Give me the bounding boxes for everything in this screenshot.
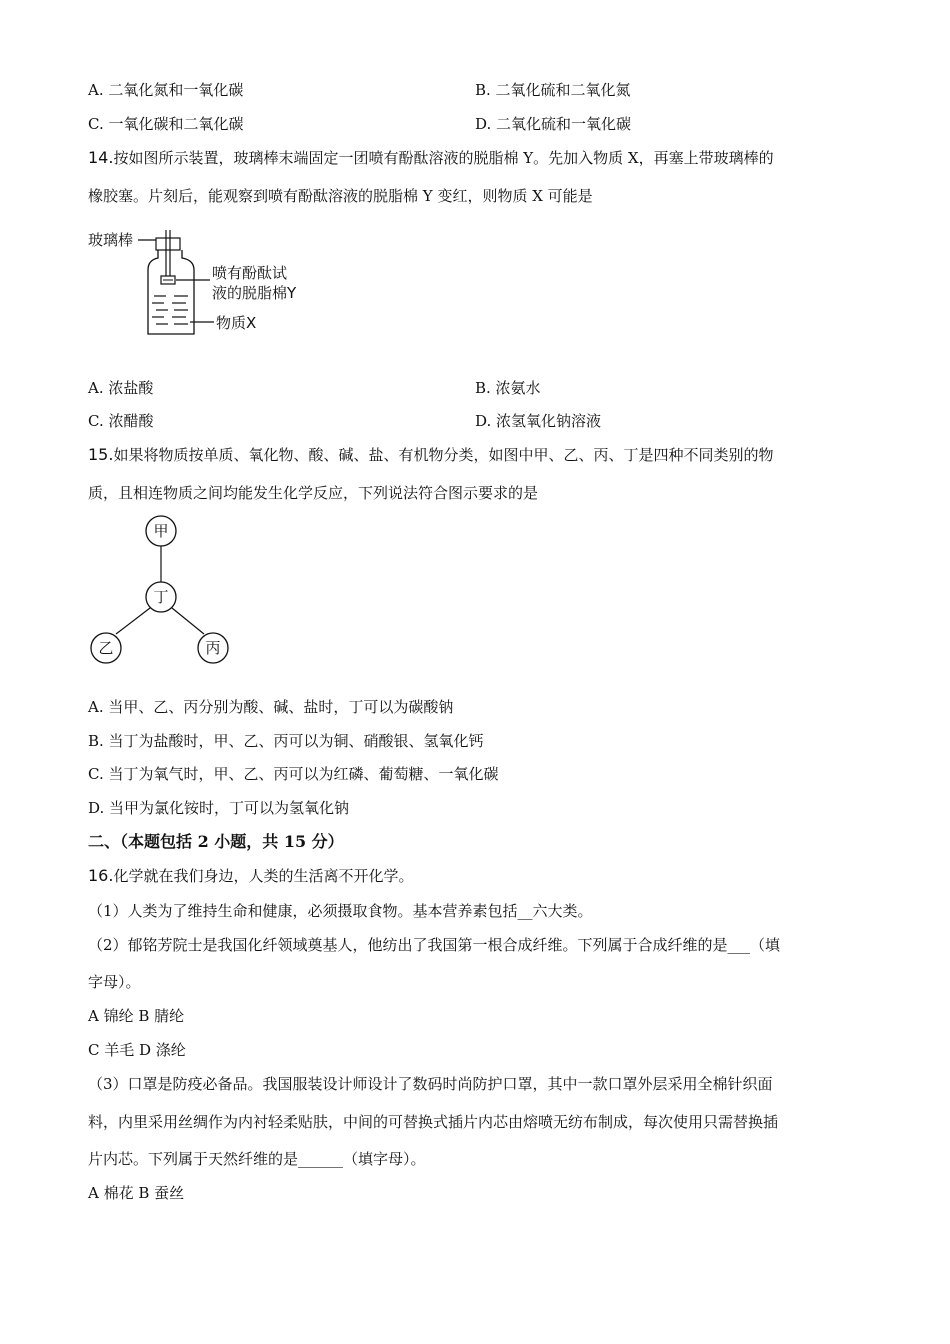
q15-label-center: 丁 [153, 588, 169, 606]
q16-part2-line2: 字母）。 [88, 973, 141, 991]
q14-option-b: B. 浓氨水 [475, 379, 541, 397]
q14-stem-line2: 橡胶塞。片刻后，能观察到喷有酚酞溶液的脱脂棉 Y 变红，则物质 X 可能是 [88, 187, 593, 205]
q14-option-d: D. 浓氢氧化钠溶液 [475, 412, 602, 430]
q15-stem-text-1: 如果将物质按单质、氧化物、酸、碱、盐、有机物分类，如图中甲、乙、丙、丁是四种不同类别的物 [113, 446, 774, 464]
q16-stem [88, 866, 413, 886]
q16-part3-line1: （3）口罩是防疫必备品。我国服装设计师设计了数码时尚防护口罩，其中一款口罩外层采用全棉针织面 [88, 1075, 773, 1093]
q13-option-d: D. 二氧化硫和一氧化碳 [475, 115, 632, 133]
q14-stem-text-1: 按如图所示装置，玻璃棒末端固定一团喷有酚酞溶液的脱脂棉 Y。先加入物质 X，再塞上带玻璃棒的 [113, 149, 774, 167]
q13-option-c: C. 一氧化碳和二氧化碳 [88, 115, 244, 133]
q14-bottle [148, 250, 194, 334]
q14-label-rod: 玻璃棒 [88, 231, 134, 249]
q14-option-c: C. 浓醋酸 [88, 412, 154, 430]
q16-number: 16. [88, 866, 114, 885]
q16-stem-text: 化学就在我们身边，人类的生活离不开化学。 [113, 867, 414, 885]
q14-option-a: A. 浓盐酸 [88, 379, 154, 397]
q15-option-a: A. 当甲、乙、丙分别为酸、碱、盐时，丁可以为碳酸钠 [88, 698, 454, 716]
section2-title: 二、（本题包括 2 小题，共 15 分） [88, 832, 344, 851]
q15-link-left [116, 608, 150, 634]
q15-label-top: 甲 [153, 522, 169, 540]
q14-stem-line1 [88, 148, 774, 168]
q16-part2-line1: （2）郁铭芳院士是我国化纤领域奠基人，他纺出了我国第一根合成纤维。下列属于合成纤维的是___（填 [88, 936, 781, 954]
q15-stem-line2: 质，且相连物质之间均能发生化学反应，下列说法符合图示要求的是 [88, 484, 539, 502]
q14-apparatus-figure [86, 226, 326, 344]
q15-option-d: D. 当甲为氯化铵时，丁可以为氢氧化钠 [88, 799, 350, 817]
q16-part2-options-1: A 锦纶 B 腈纶 [88, 1007, 185, 1025]
q15-relation-figure [86, 512, 236, 668]
q14-label-cotton-1: 喷有酚酞试 [212, 264, 288, 282]
q16-part1: （1）人类为了维持生命和健康，必须摄取食物。基本营养素包括__六大类。 [88, 902, 593, 920]
q13-option-a: A. 二氧化氮和一氧化碳 [88, 81, 244, 99]
q15-label-left: 乙 [98, 639, 114, 657]
q14-label-substance: 物质X [216, 314, 257, 332]
q13-option-b: B. 二氧化硫和二氧化氮 [475, 81, 631, 99]
q15-option-b: B. 当丁为盐酸时，甲、乙、丙可以为铜、硝酸银、氢氧化钙 [88, 732, 484, 750]
q15-label-right: 丙 [205, 639, 221, 657]
q14-liquid [152, 296, 188, 324]
q16-part3-line2: 料，内里采用丝绸作为内衬轻柔贴肤，中间的可替换式插片内芯由熔喷无纺布制成，每次使用只需替换插 [88, 1113, 779, 1131]
q15-stem-line1 [88, 445, 773, 465]
q15-option-c: C. 当丁为氧气时，甲、乙、丙可以为红磷、葡萄糖、一氧化碳 [88, 765, 499, 783]
q15-link-right [172, 608, 204, 634]
q16-part2-options-2: C 羊毛 D 涤纶 [88, 1041, 186, 1059]
q14-number: 14. [88, 148, 114, 167]
q16-part3-line3: 片内芯。下列属于天然纤维的是______（填字母）。 [88, 1150, 426, 1168]
q14-label-cotton-2: 液的脱脂棉Y [212, 284, 297, 302]
q15-number: 15. [88, 445, 114, 464]
q16-part3-options-1: A 棉花 B 蚕丝 [88, 1184, 185, 1202]
q14-stopper [156, 238, 180, 250]
